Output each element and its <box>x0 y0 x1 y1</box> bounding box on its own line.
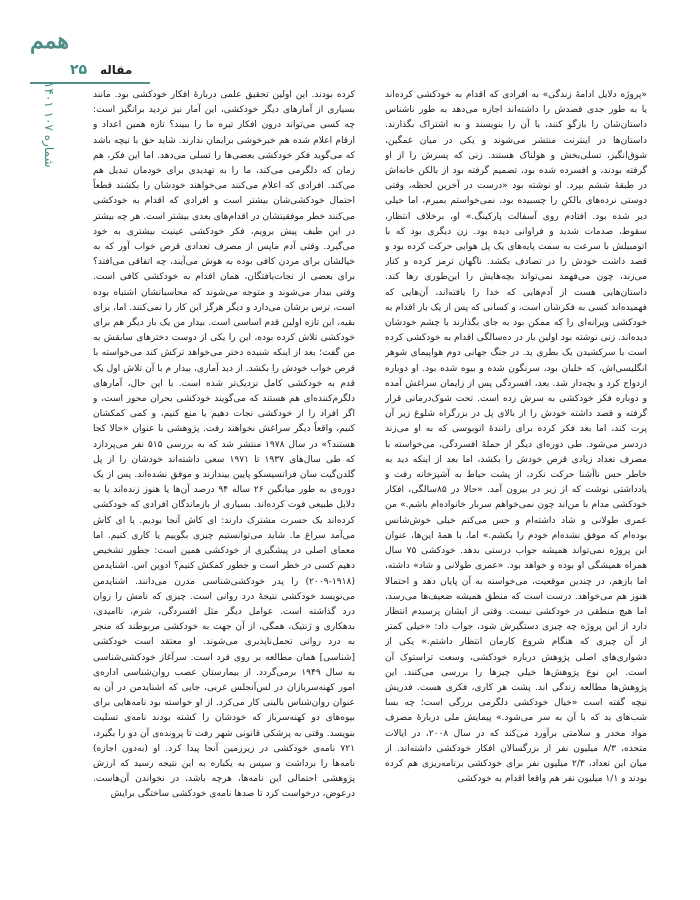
column-left-text: کرده بودند. این اولین تحقیق علمی دربارهٔ افکار خودکشی بود. مانند بسیاری از آمارهای دیگر خودکشی، این آمار نیز تردید برانگیز است: چه کسی می‌تواند درون افکار تیره ما را ببیند؟ تازه همین اعداد و ارقام اعلام شده هم خبرخوشی برایمان ندارند. شاید حق با نیچه باشد که می‌گوید فکر خودکشی بعضی‌ها را تسلی می‌دهد. اما این فکر، هم زمان که دلگرمی می‌کند، ما را به تهدیدی برای خودمان تبدیل هم می‌کند. افرادی که اعلام می‌کنند می‌خواهند خودشان را بکشند قطعاً احتمال خودکشی‌شان بیشتر است و افرادی که اقدام به خودکشی می‌کنند خطر موفقیتشان در اقدام‌های بعدی بیشتر است. هر چه بیشتر در این طیف پیش برویم، فکر خودکشی عینیت بیشتری به خود می‌گیرد. وقتی آدم ماپس از مصرف تعدادی قرص خواب آور که به خیالشان برای مردن کافی بوده به هوش می‌آیند، چه اتفاقی می‌افتد؟ برای بعضی از نجات‌یافتگان، همان اقدام به خودکشی کافی است. وقتی بیدار می‌شوند و متوجه می‌شوند که محاسباتشان اشتباه بوده است، ترس برشان می‌دارد و دیگر هرگز این کار را نمی‌کنند. اما، برای بقیه، این تازه اولین قدم اساسی است. بیدار من یک بار دیگر هم برای خودکشی تلاش کرده بوده، این را یکی از دوست دخترهای سابقش به من گفت؛ بعد از اینکه شنیده دختر می‌خواهد ترکش کند می‌خواسته با قرص خواب خودش را بکشد. از دید آماری، بیدار م با آن تلاش اول یک قدم به خودکشی کامل نزدیک‌تر شده است. با این حال، آمارهای دلگرم‌کننده‌ای هم هستند که می‌گویند خودکشی بحران محور است، و اگر افراد را از خودکشی نجات دهیم یا منع کنیم، و کمی کمکشان کنیم، واقعاً دیگر سراغش نخواهند رفت. پژوهشی با عنوان «حالا کجا هستند؟» در سال ۱۹۷۸ منتشر شد که به بررسی ۵۱۵ نفر می‌پردازد که طی سال‌های ۱۹۳۷ تا ۱۹۷۱ سعی داشته‌اند خودشان را از پل گلدن‌گیت سان فرانسیسکو پایین بیندازند و موفق نشده‌اند. پس از یک دوره‌ی به طور میانگین ۲۶ ساله ۹۴ درصد آن‌ها یا هنوز زنده‌اند یا به دلایل طبیعی فوت کرده‌اند. بسیاری از بازماندگان افرادی که خودکشی کرده‌اند یک حسرت مشترک دارند: ای کاش آنجا بودیم. یا ای کاش می‌آمد سراغ ما. شاید می‌توانستیم چیزی بگوییم یا کاری کنیم. اما معمای اصلی در پیشگیری از خودکشی همین است: جطور تشخیص دهیم کسی در خطر است و جطور کمکش کنیم؟ ادوین اس. اشنایدمن (۱۹۱۸-۲۰۰۹) را پدر خودکشی‌شناسی مدرن می‌دانند. اشنایدمن می‌نویسد خودکشی نتیجهٔ درد روانی است. چیزی که نامش را روان درد گذاشته است. عوامل دیگر مثل افسردگی، شرم، ناامیدی، بدهکاری و ژنتیک، همگی، از آن جهت به خودکشی مربوطند که منجر به درد روانی تحمل‌ناپذیری می‌شوند. او معتقد است خودکشی [شناسی] همان مطالعه بر روی قرد است. سرآغاز خودکشی‌شناسی به سال ۱۹۴۹ برمی‌گردد. از بیمارستان عصب روان‌شناسی اداره‌ی امور کهنه‌سربازان در لس‌آنجلس غربی، جایی که اشنایدمن در آن به عنوان روان‌شناس بالینی کار می‌کرد. از او خواسته بود نامه‌هایی برای بیوه‌های دو کهنه‌سرباز که خودشان را کشته بودند نامه‌ی تسلیت بنویسد. وقتی به پزشکی قانونی شهر رفت تا پرونده‌ی آن دو را بگیرد، ۷۲۱ نامه‌ی خودکشی در زیرزمین آنجا پیدا کرد. او (به‌دون اجازه) نامه‌ها را برداشت و سپس به یکباره به این نتیجه رسید که ارزش پژوهشی احتمالی این نامه‌ها، هرچه باشد، در نخواندن آن‌هاست. درعوض، درخواست کرد تا صدها نامه‌ی خودکشی ساختگی برایش <box>93 90 355 800</box>
text-column-left <box>93 88 355 878</box>
section-label: مقاله <box>100 63 133 77</box>
page-header <box>30 30 150 85</box>
issue-side-label: شماره ۱۰۷ ۱۴۰۱ <box>42 82 56 168</box>
page-number: ۲۵ <box>70 62 88 78</box>
text-column-right <box>385 88 647 878</box>
column-right-text: «پروژه دلایل ادامهٔ زندگی» به افرادی که اقدام به خودکشی کرده‌اند یا به طور جدی قصدش را داشته‌اند اجازه می‌دهد به طور ناشناس داستان‌شان را بازگو کنند، یا آن را بنویسند و به اشتراک بگذارند. داستان‌ها در اینترنت منتشر می‌شوند و یکی در میان غمگین، شوق‌انگیز، تسلی‌بخش و هولناک هستند. زنی که پسرش را از او گرفته بودند، و افسرده شده بود، تصمیم گرفته بود از بالکن خانه‌اش در طبقهٔ ششم بپرد. او نوشته بود «درست در آخرین لحظه، وقتی دوستی نرده‌های بالکن را چسبیده بود، نمی‌خواستم بمیرم، اما خیلی دیر شده بود. افتادم روی آسفالت پارکینگ.» او، برخلاف انتظار، سقوط، صدمات شدید و فراوانی دیده بود. زن دیگری بود که با اتومبیلش با سرعت به سمت پایه‌های یک پل هوایی حرکت کرده بود و قصد داشت خودش را در تصادف بکشد. ناگهان ترمز کرده و کنار می‌زند، چون می‌فهمد نمی‌تواند بچه‌هایش را این‌طوری رها کند. داستان‌هایی هست از آدم‌هایی که خدا را یافته‌اند، آن‌هایی که فهمیده‌اند کسی به فکرشان است، و کسانی که پس از یک بار اقدام به خودکشی ویرانه‌ای را که ممکن بود به جای بگذارند با چشم خودشان دیده‌اند. زنی نوشته بود اولین بار در ده‌سالگی اقدام به خودکشی کرده است با سرکشیدن یک بطری ید. در جنگ جهانی دوم هواپیمای شوهر انگلیسی‌اش، که خلبان بود، سرنگون شده و بیوه شده بود. او دوباره ازدواج کرد و بچه‌دار شد. بعد، افسردگی پس از زایمان سراغش آمده و دوباره فکر خودکشی به سرش زده است. تحت شوک‌درمانی قرار گرفته و قصد داشته خودش را از بالای پل در بزرگراه شلوغ زیر آن پرت کند، اما بعد فکر کرده برای رانندهٔ اتوبوسی که به او می‌زند دردسر می‌شود. طی دوره‌ای دیگر از حملهٔ افسردگی، می‌خواسته با مصرف تعداد زیادی قرص خودش را بکشد، اما بعد از اینکه دید به خاطر حس ناآشنا حرکت نکرد، از پشت حیاط به آشپزخانه رفت و یادداشتی نوشت که از زیر در بیرون آمد. «حالا در ۸۵سالگی، افکار خودکشی مدام با من‌اند چون نمی‌خواهم سربار خانواده‌ام باشم.» من عمری طولانی و شاد داشته‌ام و حس می‌کنم خیلی خوش‌شانس بوده‌ام که موفق نشده‌ام خودم را بکشم.» اما، با همهٔ این‌ها، عنوان این پروژه نمی‌تواند همیشه جواب درستی بدهد. خودکشی ۷۵ سال همراه همیشگی او بوده و خواهد بود. «عمری طولانی و شاد» داشته، اما بازهم، در چندین موقعیت، می‌خواسته به آن پایان دهد و احتمالا هنوز هم می‌خواهد. درست است که منطق همیشه ضعیف‌ها می‌رسد، اما هیچ منطقی در خودکشی نیست. وقتی از ایشان پرسیدم انتظار دارد از این پروژه چه چیزی دستگیرش شود، جواب داد: «خیلی کمتر از آن چیزی که هنگام شروع کارمان انتظار داشتم.» یکی از دشواری‌های اصلی پژوهش درباره خودکشی، وسعت تراستوک آن است. این نوع پژوهش‌ها خیلی چیزها را بررسی می‌کنند. این پژوهش‌ها مطالعه زندگی اند. پشت هر کاری، فکری هست. فدریش نیچه گفته است «خیال خودکشی دلگرمی بزرگی است؛ چه بسا شب‌های بد که با آن به سر می‌شود.» پیمایش ملی دربارهٔ مصرف مواد مخدر و سلامتی برآورد می‌کند که در سال ۲۰۰۸، در ایالات متحده، ۸/۳ میلیون نفر از بزرگسالان افکار خودکشی داشته‌اند. از میان این تعداد، ۲/۳ میلیون نفر برای خودکشی برنامه‌ریزی هم کرده بودند و ۱/۱ میلیون نفر هم واقعا اقدام به خودکشی <box>385 90 647 785</box>
magazine-logo: همم <box>30 28 69 54</box>
